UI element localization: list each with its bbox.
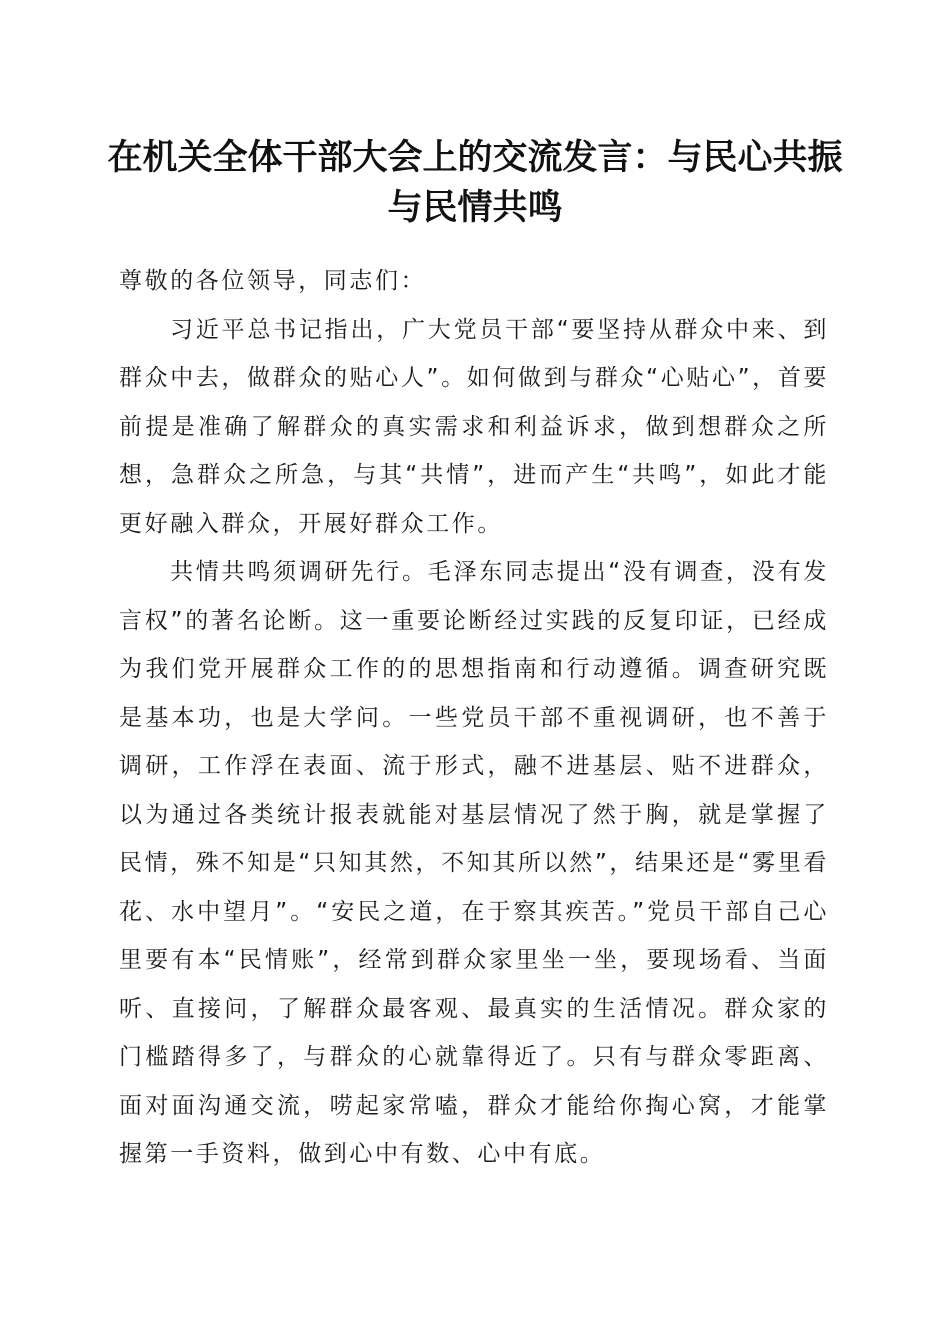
paragraph-2: 共情共鸣须调研先行。毛泽东同志提出“没有调查，没有发言权”的著名论断。这一重要论断经过实践的反复印证，已经成为我们党开展群众工作的的思想指南和行动遵循。调查研究既是基本功，也是大学问。一些党员干部不重视调研，也不善于调研，工作浮在表面、流于形式，融不进基层、贴不进群众，以为通过各类统计报表就能对基层情况了然于胸，就是掌握了民情，殊不知是“只知其然，不知其所以然”，结果还是“雾里看花、水中望月”。“安民之道，在于察其疾苦。”党员干部自己心里要有本“民情账”，经常到群众家里坐一坐，要现场看、当面听、直接问，了解群众最客观、最真实的生活情况。群众家的门槛踏得多了，与群众的心就靠得近了。只有与群众零距离、面对面沟通交流，唠起家常嗑，群众才能给你掏心窝，才能掌握第一手资料，做到心中有数、心中有底。: [119, 559, 829, 1167]
document-title: 在机关全体干部大会上的交流发言：与民心共振与民情共鸣: [107, 137, 843, 228]
paragraph-1: 习近平总书记指出，广大党员干部“要坚持从群众中来、到群众中去，做群众的贴心人”。如何做到与群众“心贴心”，首要前提是准确了解群众的真实需求和利益诉求，做到想群众之所想，急群众之所急，与其“共情”，进而产生“共鸣”，如此才能更好融入群众，开展好群众工作。: [119, 316, 829, 537]
greeting: 尊敬的各位领导，同志们：: [119, 268, 427, 294]
document-body: [119, 257, 829, 1179]
